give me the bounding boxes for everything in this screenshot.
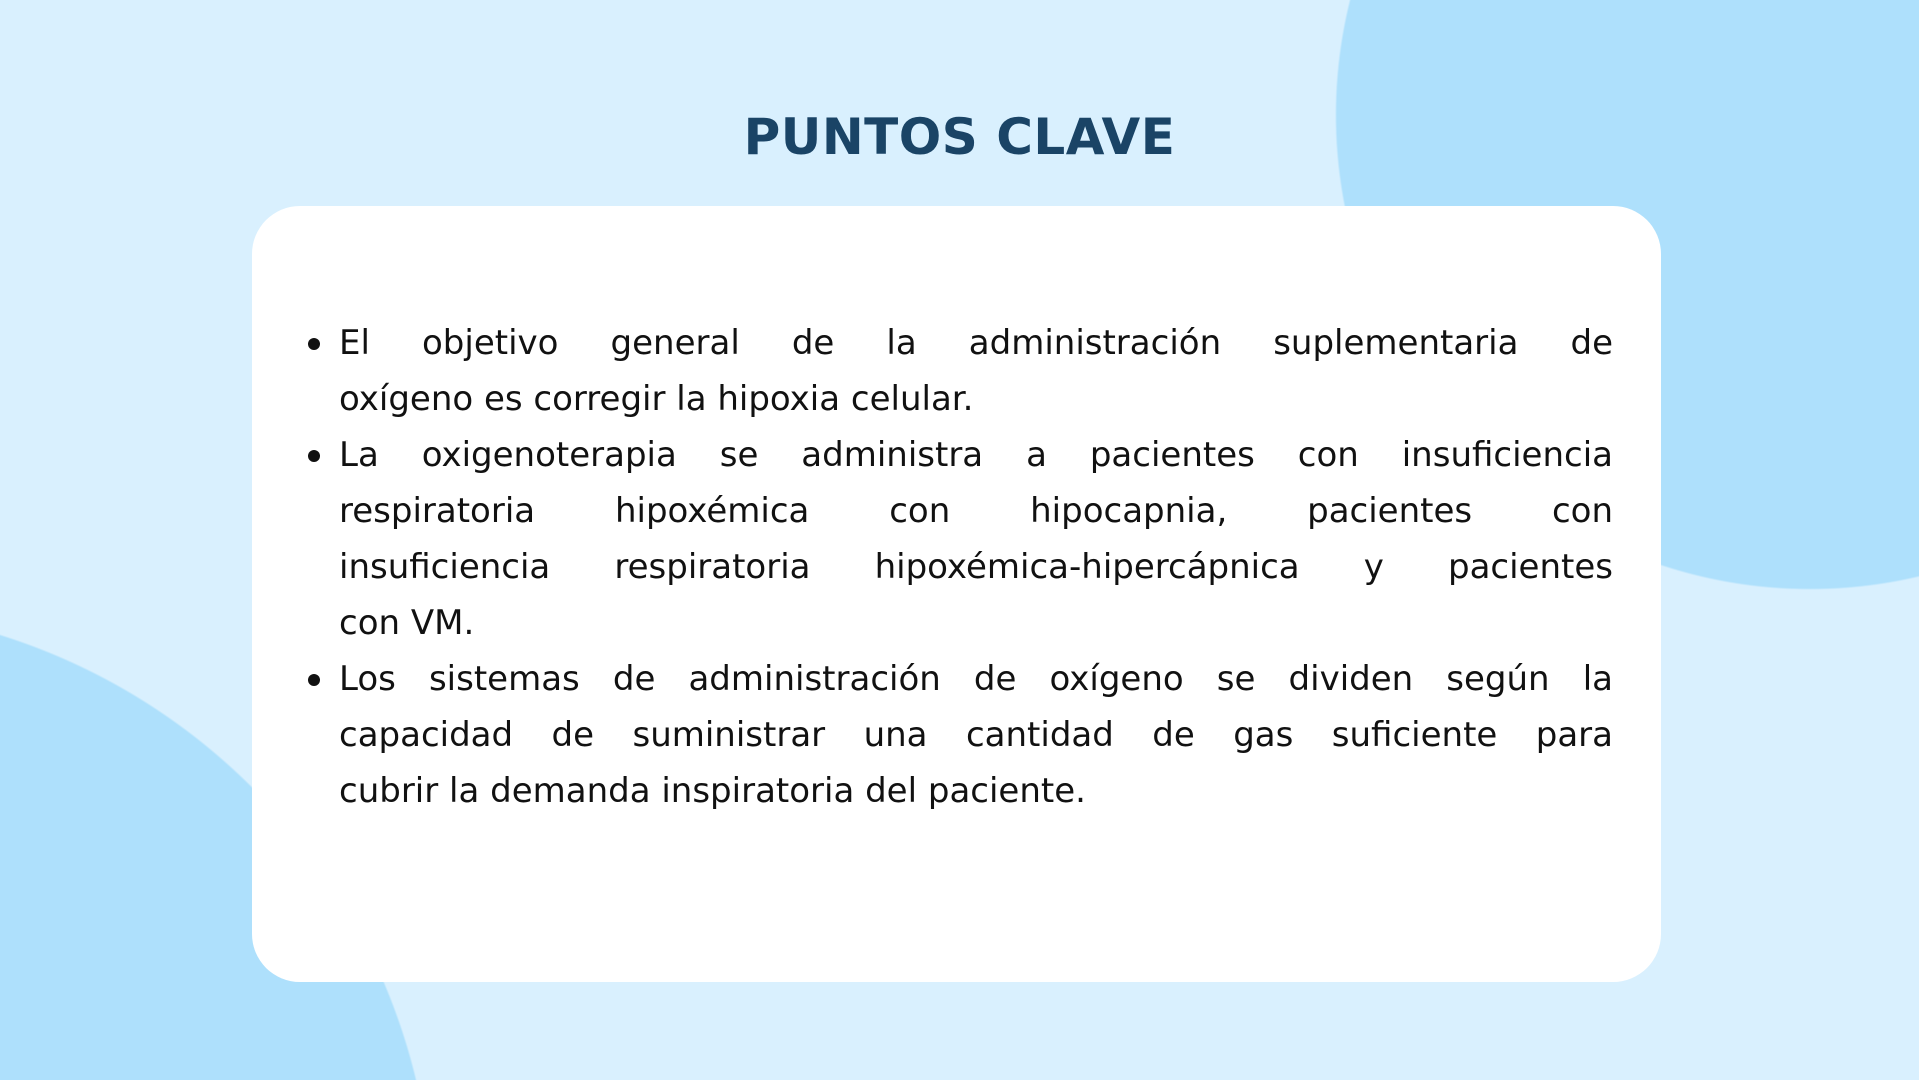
bullet-text-line: capacidad de suministrar una cantidad de gas suficiente para (339, 715, 1613, 755)
bullet-item (339, 427, 1613, 651)
bullet-text-line: insuficiencia respiratoria hipoxémica-hipercápnica y pacientes (339, 547, 1613, 587)
bullet-text-line: respiratoria hipoxémica con hipocapnia, pacientes con (339, 491, 1613, 531)
bullet-text-line: con VM. (339, 603, 475, 643)
bullet-item (339, 651, 1613, 819)
bullet-text-line: La oxigenoterapia se administra a pacientes con insuficiencia (339, 435, 1613, 475)
bullet-text-line: Los sistemas de administración de oxígeno se dividen según la (339, 659, 1613, 699)
bullet-item (339, 315, 1613, 427)
content-card (252, 206, 1661, 982)
bullet-text-line: El objetivo general de la administración suplementaria de (339, 323, 1613, 363)
bullet-list (339, 315, 1613, 819)
bullet-dot-icon (308, 674, 320, 686)
bullet-text-line: oxígeno es corregir la hipoxia celular. (339, 379, 974, 419)
bullet-dot-icon (308, 338, 320, 350)
bullet-text-line: cubrir la demanda inspiratoria del paciente. (339, 771, 1086, 811)
slide-title: PUNTOS CLAVE (743, 108, 1176, 166)
bullet-dot-icon (308, 450, 320, 462)
